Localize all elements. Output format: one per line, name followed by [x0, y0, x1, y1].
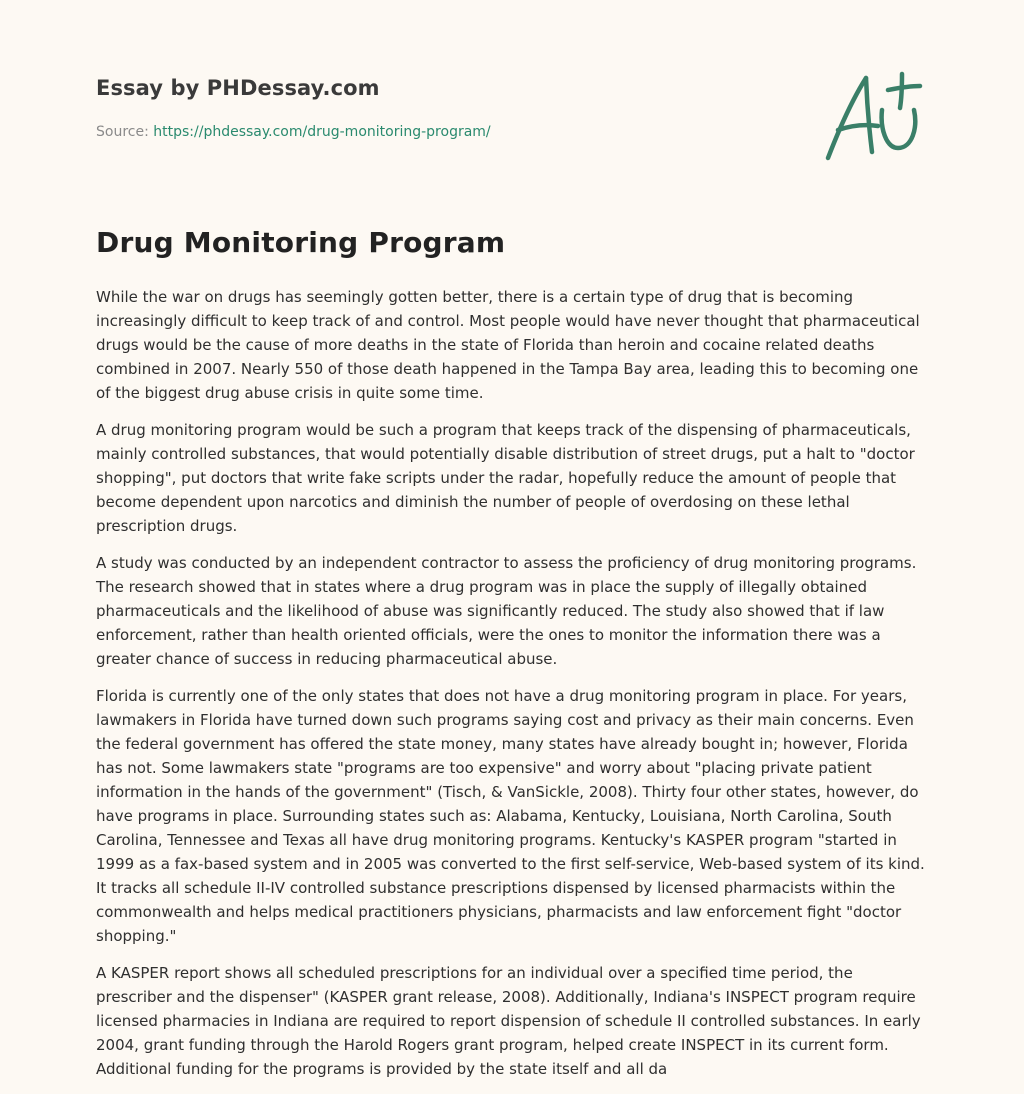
source-line [96, 124, 491, 140]
paragraph: A drug monitoring program would be such a program that keeps track of the dispensing of pharmaceuticals, mainly controlled substances, that would potentially disable distribution of street drugs, put a halt to "doctor shopping", put doctors that write fake scripts under the radar, hopefully reduce the amount of people that become dependent upon narcotics and diminish the number of people of overdosing on these lethal prescription drugs. [96, 421, 915, 535]
paragraph: Florida is currently one of the only states that does not have a drug monitoring program in place. For years, lawmakers in Florida have turned down such programs saying cost and privacy as their main concerns. Even the federal government has offered the state money, many states have already bought in; however, Florida has not. Some lawmakers state "programs are too expensive" and worry about "placing private patient information in the hands of the government" (Tisch, & VanSickle, 2008). Thirty four other states, however, do have programs in place. Surrounding states such as: Alabama, Kentucky, Louisiana, North Carolina, South Carolina, Tennessee and Texas all have drug monitoring programs. Kentucky's KASPER program "started in 1999 as a fax-based system and in 2005 was converted to the first self-service, Web-based system of its kind. It tracks all schedule II-IV controlled substance prescriptions dispensed by licensed pharmacists within the commonwealth and helps medical practitioners physicians, pharmacists and law enforcement fight "doctor shopping." [96, 687, 925, 945]
essay-page [96, 0, 930, 1084]
essay-title: Drug Monitoring Program [96, 226, 506, 259]
site-title: Essay by PHDessay.com [96, 76, 380, 100]
source-label: Source: [96, 124, 154, 140]
paragraph: A KASPER report shows all scheduled prescriptions for an individual over a specified time period, the prescriber and the dispenser" (KASPER grant release, 2008). Additionally, Indiana's INSPECT program require licensed pharmacies in Indiana are required to report dispension of schedule II controlled substances. In early 2004, grant funding through the Harold Rogers grant program, helped create INSPECT in its current form. Additional funding for the programs is provided by the state itself and all da [96, 964, 921, 1078]
source-link[interactable]: https://phdessay.com/drug-monitoring-program/ [153, 124, 491, 140]
a-plus-logo [820, 66, 924, 166]
paragraph: While the war on drugs has seemingly gotten better, there is a certain type of drug that is becoming increasingly difficult to keep track of and control. Most people would have never thought that pharmaceutical drugs would be the cause of more deaths in the state of Florida than heroin and cocaine related deaths combined in 2007. Nearly 550 of those death happened in the Tampa Bay area, leading this to becoming one of the biggest drug abuse crisis in quite some time. [96, 288, 920, 402]
essay-body [96, 285, 930, 1094]
paragraph: A study was conducted by an independent contractor to assess the proficiency of drug monitoring programs. The research showed that in states where a drug program was in place the supply of illegally obtained pharmaceuticals and the likelihood of abuse was significantly reduced. The study also showed that if law enforcement, rather than health oriented officials, were the ones to monitor the information there was a greater chance of success in reducing pharmaceutical abuse. [96, 554, 917, 668]
